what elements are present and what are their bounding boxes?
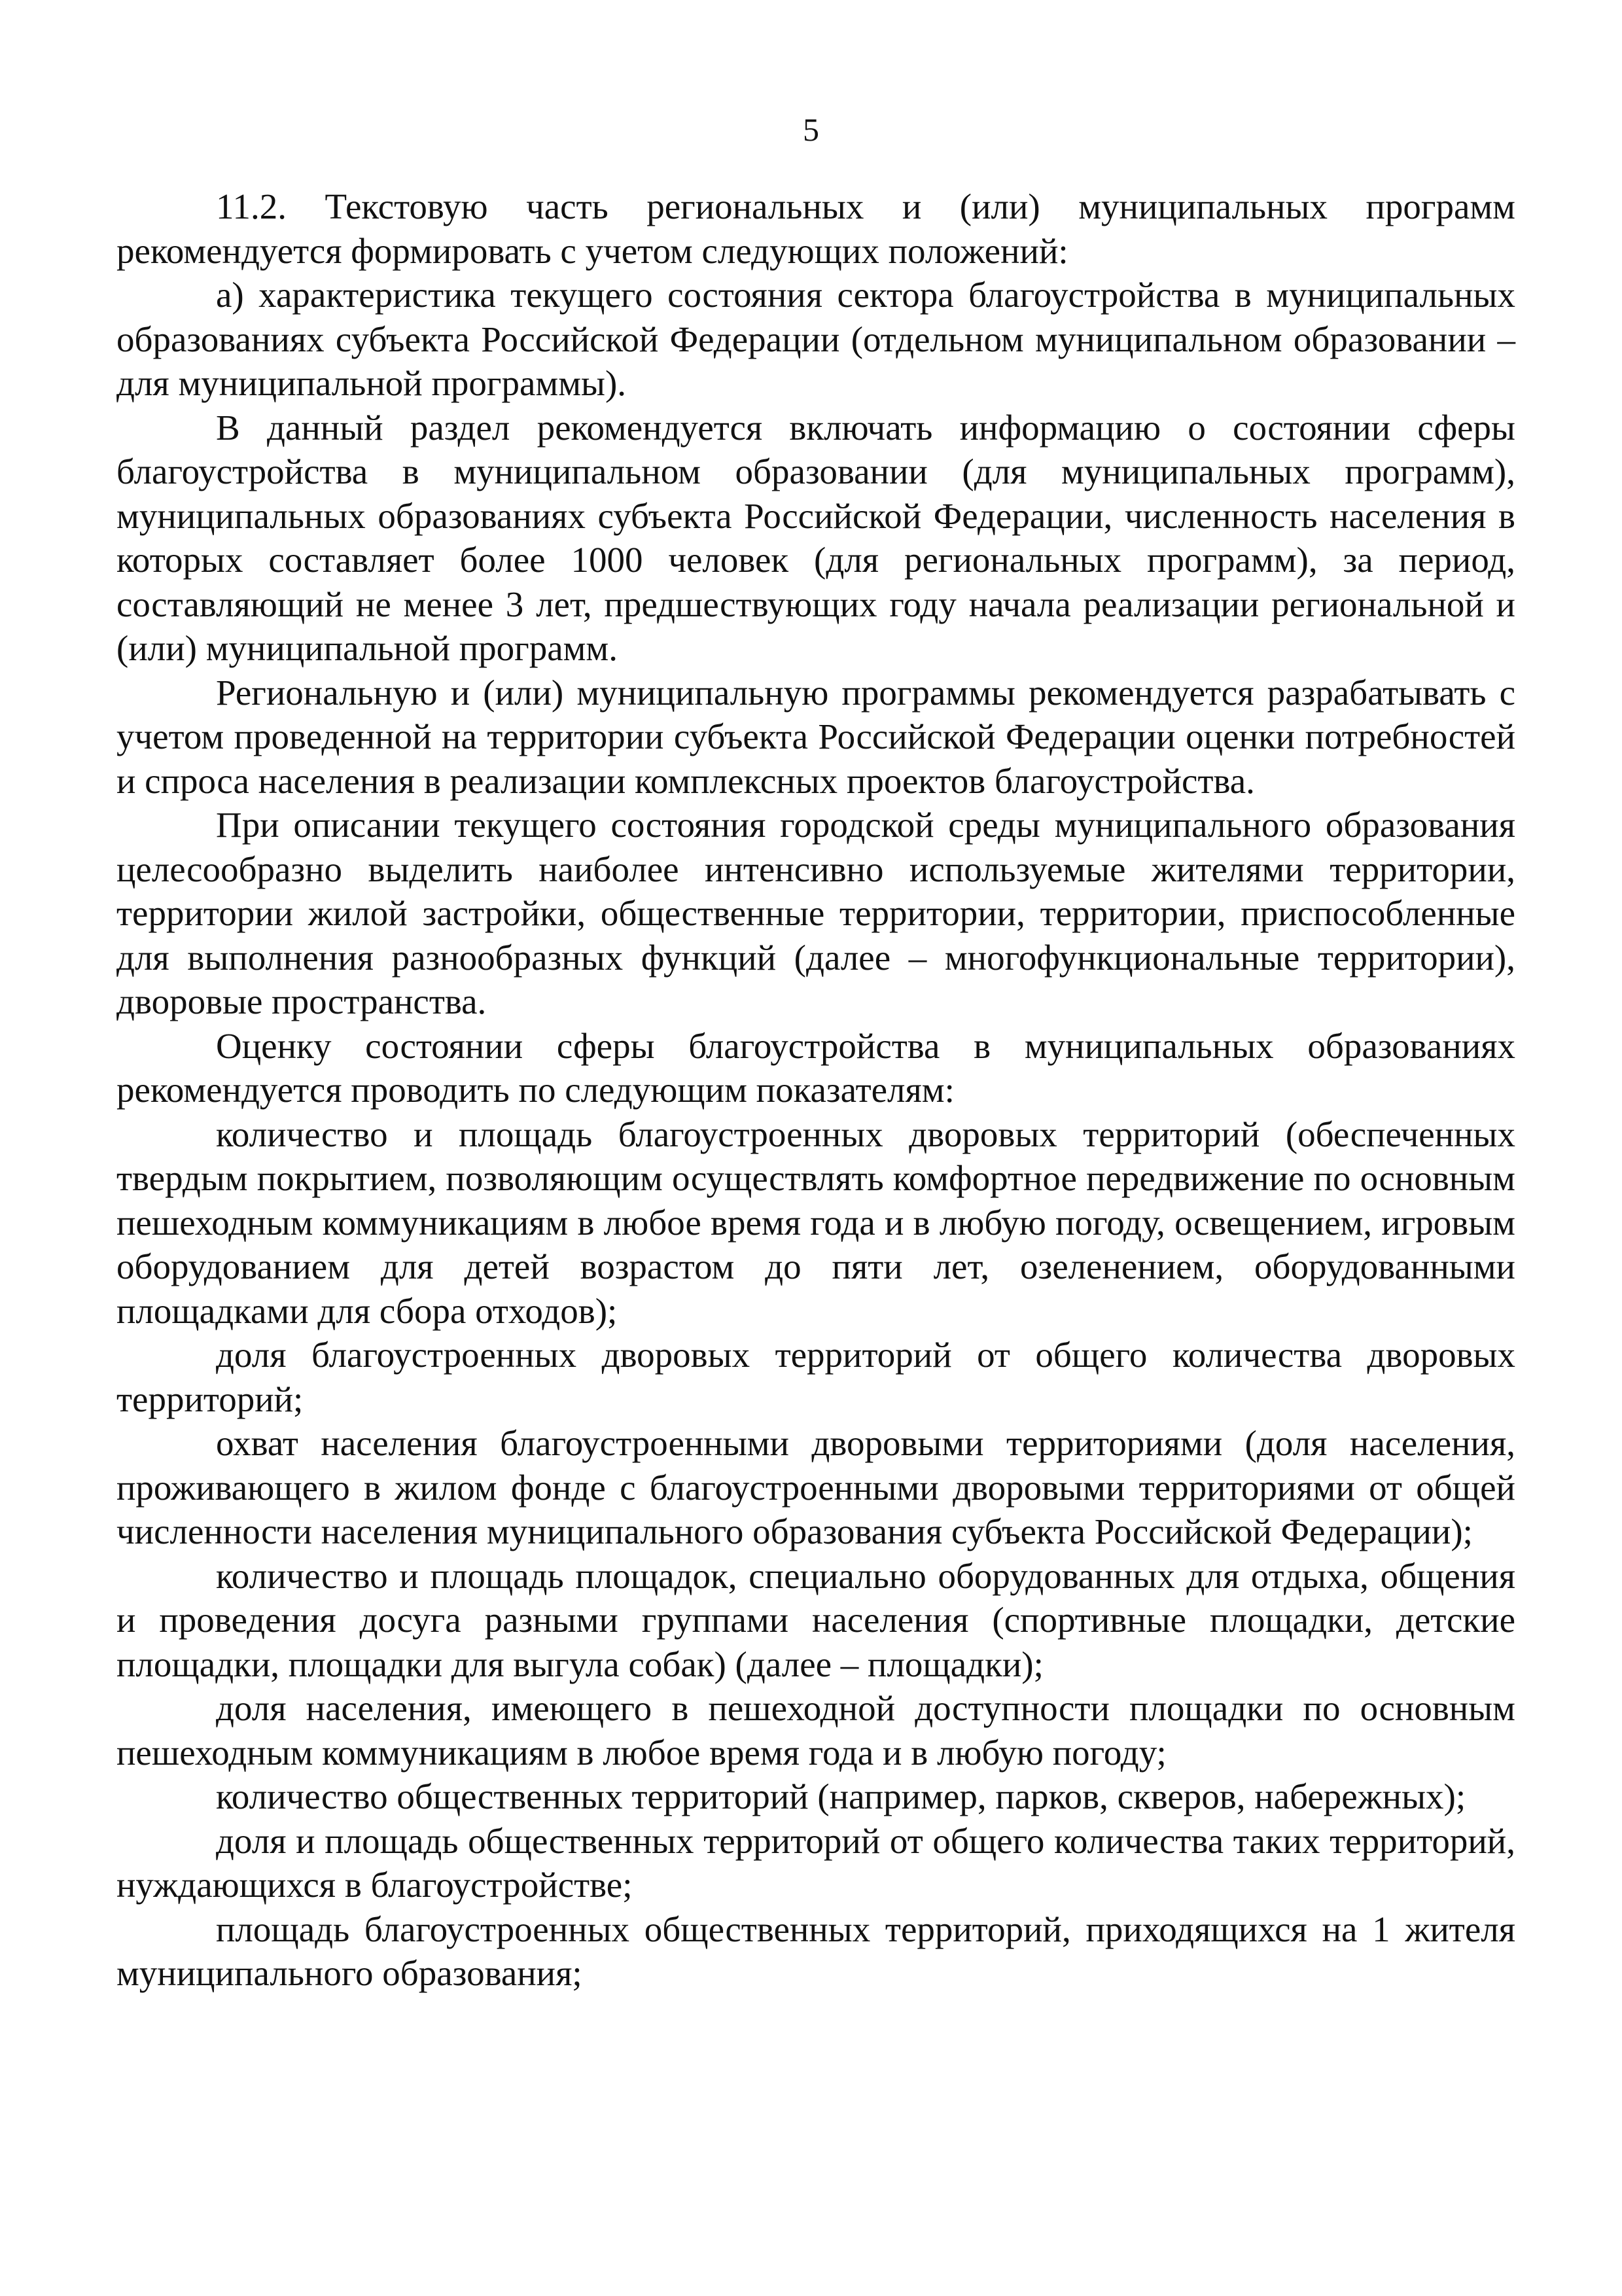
document-body [116, 185, 1515, 1996]
list-item: доля благоустроенных дворовых территорий от общего количества дворовых территорий; [116, 1335, 1515, 1419]
list-item: доля и площадь общественных территорий от общего количества таких территорий, нуждающихся в благоустройстве; [116, 1820, 1515, 1905]
list-item: охват населения благоустроенными дворовыми территориями (доля населения, проживающего в жилом фонде с благоустроенными дворовыми территориями от общей численности населения муниципального образования субъекта Российской Федерации); [116, 1423, 1515, 1551]
paragraph: В данный раздел рекомендуется включать информацию о состоянии сферы благоустройства в муниципальном образовании (для муниципальных программ), муниципальных образованиях субъекта Российской Федерации, численность населения в которых составляет более 1000 человек (для региональных программ), за период, составляющий не менее 3 лет, предшествующих году начала реализации региональной и (или) муниципальной программ. [116, 407, 1515, 668]
paragraph: а) характеристика текущего состояния сектора благоустройства в муниципальных образованиях субъекта Российской Федерации (отдельном муниципальном образовании – для муниципальной программы). [116, 275, 1515, 403]
paragraph: Оценку состоянии сферы благоустройства в муниципальных образованиях рекомендуется проводить по следующим показателям: [116, 1025, 1515, 1110]
list-item: площадь благоустроенных общественных территорий, приходящихся на 1 жителя муниципального образования; [116, 1909, 1515, 1993]
paragraph: Региональную и (или) муниципальную программы рекомендуется разрабатывать с учетом проведенной на территории субъекта Российской Федерации оценки потребностей и спроса населения в реализации комплексных проектов благоустройства. [116, 672, 1515, 801]
list-item: количество общественных территорий (например, парков, скверов, набережных); [216, 1776, 1466, 1816]
paragraph: 11.2. Текстовую часть региональных и (или) муниципальных программ рекомендуется формировать с учетом следующих положений: [116, 186, 1515, 271]
paragraph: При описании текущего состояния городской среды муниципального образования целесообразно выделить наиболее интенсивно используемые жителями территории, территории жилой застройки, общественные территории, территории, приспособленные для выполнения разнообразных функций (далее – многофункциональные территории), дворовые пространства. [116, 805, 1515, 1021]
list-item: доля населения, имеющего в пешеходной доступности площадки по основным пешеходным коммуникациям в любое время года и в любую погоду; [116, 1688, 1515, 1773]
list-item: количество и площадь площадок, специально оборудованных для отдыха, общения и проведения досуга разными группами населения (спортивные площадки, детские площадки, площадки для выгула собак) (далее – площадки); [116, 1555, 1515, 1684]
list-item: количество и площадь благоустроенных дворовых территорий (обеспеченных твердым покрытием, позволяющим осуществлять комфортное передвижение по основным пешеходным коммуникациям в любое время года и в любую погоду, освещением, игровым оборудованием для детей возрастом до пяти лет, озеленением, оборудованными площадками для сбора отходов); [116, 1114, 1515, 1331]
page-number: 5 [803, 111, 819, 148]
